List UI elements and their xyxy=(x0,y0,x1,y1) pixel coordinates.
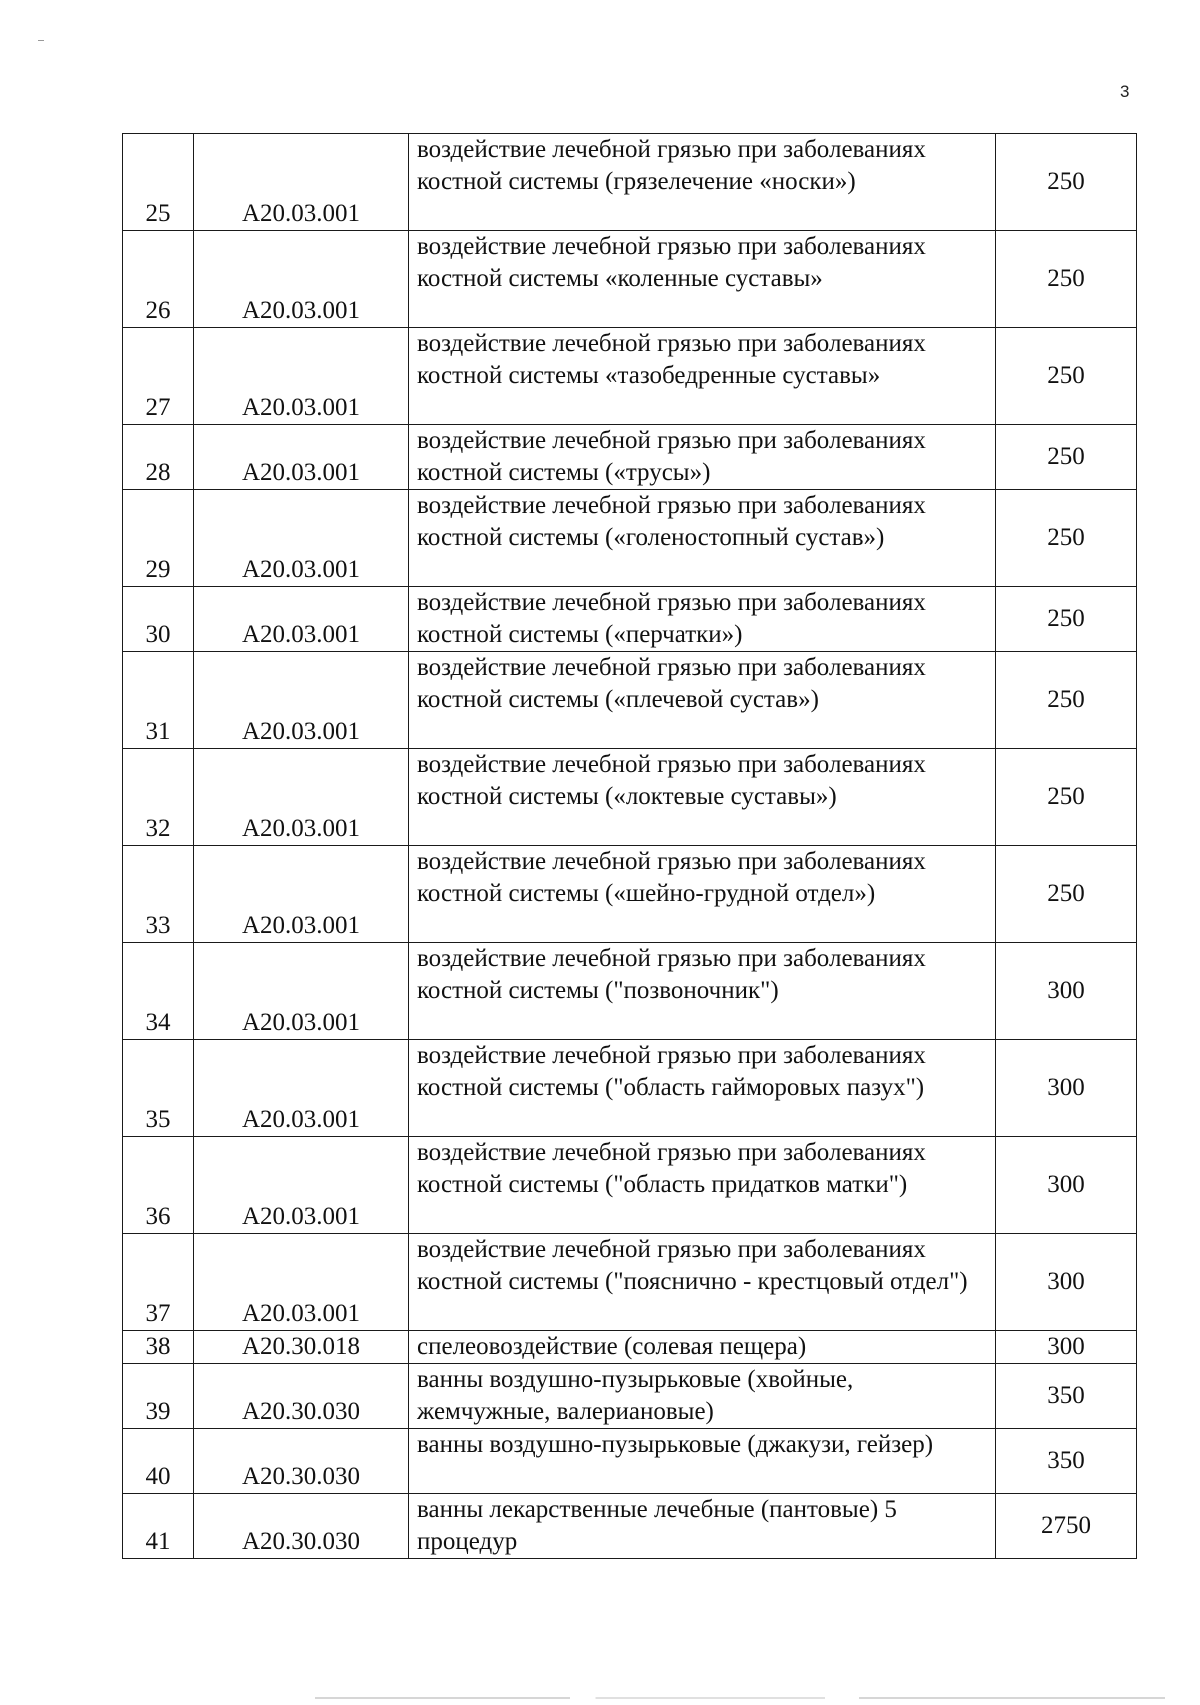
row-number-cell: 41 xyxy=(123,1494,194,1559)
service-code-cell: A20.03.001 xyxy=(194,749,409,846)
service-code-cell: A20.03.001 xyxy=(194,587,409,652)
table-row xyxy=(123,328,1137,425)
service-code-cell: A20.03.001 xyxy=(194,134,409,231)
table-row xyxy=(123,943,1137,1040)
service-code-cell: A20.03.001 xyxy=(194,1137,409,1234)
row-number-cell: 40 xyxy=(123,1429,194,1494)
price-cell: 300 xyxy=(996,943,1137,1040)
service-name-cell: воздействие лечебной грязью при заболеваниях костной системы («трусы») xyxy=(409,425,996,490)
price-cell: 250 xyxy=(996,846,1137,943)
row-number-cell: 32 xyxy=(123,749,194,846)
price-cell: 250 xyxy=(996,490,1137,587)
row-number-cell: 37 xyxy=(123,1234,194,1331)
service-name-cell: воздействие лечебной грязью при заболеваниях костной системы ("область гайморовых пазух") xyxy=(409,1040,996,1137)
table-row xyxy=(123,231,1137,328)
price-cell: 250 xyxy=(996,231,1137,328)
table-row xyxy=(123,1331,1137,1364)
service-name-cell: воздействие лечебной грязью при заболеваниях костной системы («плечевой сустав») xyxy=(409,652,996,749)
service-code-cell: A20.03.001 xyxy=(194,231,409,328)
table-row xyxy=(123,1137,1137,1234)
service-code-cell: A20.03.001 xyxy=(194,425,409,490)
service-code-cell: A20.03.001 xyxy=(194,1234,409,1331)
table-row xyxy=(123,425,1137,490)
service-name-cell: воздействие лечебной грязью при заболеваниях костной системы («шейно-грудной отдел») xyxy=(409,846,996,943)
row-number-cell: 38 xyxy=(123,1331,194,1364)
scan-edge-line xyxy=(315,1697,1165,1699)
table-row xyxy=(123,1364,1137,1429)
row-number-cell: 33 xyxy=(123,846,194,943)
table-row xyxy=(123,1234,1137,1331)
table-row xyxy=(123,652,1137,749)
table-row xyxy=(123,1494,1137,1559)
service-name-cell: спелеовоздействие (солевая пещера) xyxy=(409,1331,996,1364)
service-name-cell: ванны воздушно-пузырьковые (хвойные, жемчужные, валериановые) xyxy=(409,1364,996,1429)
service-name-cell: ванны воздушно-пузырьковые (джакузи, гейзер) xyxy=(409,1429,996,1494)
price-cell: 250 xyxy=(996,749,1137,846)
service-name-cell: воздействие лечебной грязью при заболеваниях костной системы («локтевые суставы») xyxy=(409,749,996,846)
row-number-cell: 25 xyxy=(123,134,194,231)
price-cell: 300 xyxy=(996,1137,1137,1234)
row-number-cell: 30 xyxy=(123,587,194,652)
row-number-cell: 28 xyxy=(123,425,194,490)
service-name-cell: воздействие лечебной грязью при заболеваниях костной системы «тазобедренные суставы» xyxy=(409,328,996,425)
service-code-cell: A20.03.001 xyxy=(194,1040,409,1137)
service-code-cell: A20.03.001 xyxy=(194,846,409,943)
service-name-cell: воздействие лечебной грязью при заболеваниях костной системы ("позвоночник") xyxy=(409,943,996,1040)
row-number-cell: 34 xyxy=(123,943,194,1040)
row-number-cell: 31 xyxy=(123,652,194,749)
table-row xyxy=(123,587,1137,652)
price-cell: 300 xyxy=(996,1331,1137,1364)
service-name-cell: воздействие лечебной грязью при заболеваниях костной системы («перчатки») xyxy=(409,587,996,652)
price-cell: 250 xyxy=(996,328,1137,425)
price-cell: 2750 xyxy=(996,1494,1137,1559)
row-number-cell: 26 xyxy=(123,231,194,328)
price-cell: 250 xyxy=(996,587,1137,652)
price-cell: 300 xyxy=(996,1040,1137,1137)
price-table-body xyxy=(123,134,1137,1559)
service-code-cell: A20.30.030 xyxy=(194,1429,409,1494)
table-row xyxy=(123,490,1137,587)
price-cell: 250 xyxy=(996,652,1137,749)
row-number-cell: 36 xyxy=(123,1137,194,1234)
scan-artifact xyxy=(38,40,44,41)
service-code-cell: A20.30.018 xyxy=(194,1331,409,1364)
service-code-cell: A20.30.030 xyxy=(194,1364,409,1429)
service-name-cell: воздействие лечебной грязью при заболеваниях костной системы «коленные суставы» xyxy=(409,231,996,328)
row-number-cell: 29 xyxy=(123,490,194,587)
service-code-cell: A20.30.030 xyxy=(194,1494,409,1559)
table-row xyxy=(123,1040,1137,1137)
price-cell: 350 xyxy=(996,1429,1137,1494)
price-cell: 350 xyxy=(996,1364,1137,1429)
service-name-cell: воздействие лечебной грязью при заболеваниях костной системы (грязелечение «носки») xyxy=(409,134,996,231)
row-number-cell: 35 xyxy=(123,1040,194,1137)
table-row xyxy=(123,1429,1137,1494)
price-cell: 250 xyxy=(996,425,1137,490)
service-code-cell: A20.03.001 xyxy=(194,652,409,749)
service-name-cell: ванны лекарственные лечебные (пантовые) 5 процедур xyxy=(409,1494,996,1559)
service-code-cell: A20.03.001 xyxy=(194,490,409,587)
table-row xyxy=(123,846,1137,943)
price-table xyxy=(122,133,1137,1559)
table-row xyxy=(123,134,1137,231)
service-name-cell: воздействие лечебной грязью при заболеваниях костной системы ("пояснично - крестцовый отдел") xyxy=(409,1234,996,1331)
service-name-cell: воздействие лечебной грязью при заболеваниях костной системы ("область придатков матки") xyxy=(409,1137,996,1234)
service-code-cell: A20.03.001 xyxy=(194,328,409,425)
price-cell: 300 xyxy=(996,1234,1137,1331)
service-name-cell: воздействие лечебной грязью при заболеваниях костной системы («голеностопный сустав») xyxy=(409,490,996,587)
table-row xyxy=(123,749,1137,846)
row-number-cell: 27 xyxy=(123,328,194,425)
page-number: 3 xyxy=(1120,82,1130,101)
row-number-cell: 39 xyxy=(123,1364,194,1429)
service-code-cell: A20.03.001 xyxy=(194,943,409,1040)
price-cell: 250 xyxy=(996,134,1137,231)
